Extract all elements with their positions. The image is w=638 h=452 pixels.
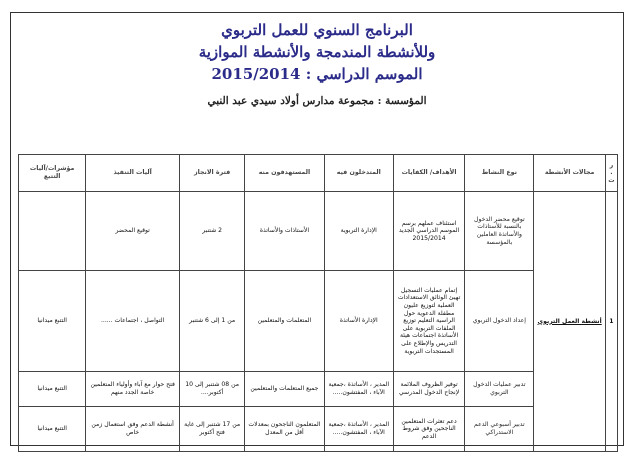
cell-goals: إتمام عمليات التسجيل تهيئ الوثائق الاستعدادات العملية لتوزيع عليون مطفلة الدعوية حول الراسية التعليم توزيع الملفات التربوية على الأساتذة اجتماعات هيئة التدريس والإطلاع على المستجدات التربوية (393, 271, 464, 372)
col-header-index: ر . ت (605, 155, 617, 192)
activity-area-label: أنشطة العمل التربوي (537, 317, 602, 325)
cell-goals: استئناف عملهم برسم الموسم الدراسي الجديد 2015/2014 (393, 192, 464, 271)
institution-name: المؤسسة : مجموعة مدارس أولاد سيدي عبد النبي (207, 95, 427, 107)
program-table (18, 154, 618, 452)
program-title: البرنامج السنوي للعمل التربوي (221, 21, 413, 39)
col-header-mechanisms: آليات التنفيذ (86, 155, 180, 192)
cell-mechanisms: فتح حوار مع آباء وأولياء المتعلمين خاصة الجدد منهم (86, 372, 180, 407)
cell-targets: جميع المتعلمات والمتعلمين (245, 372, 324, 407)
cell-goals: توفير الظروف الملائمة لإنجاح الدخول المدرسي (393, 372, 464, 407)
cell-type: تدبير عمليات الدخول التربوي (465, 372, 534, 407)
table-row (19, 407, 618, 452)
col-header-area: مجالات الأنشطة (534, 155, 605, 192)
cell-type: إعداد الدخول التربوي (465, 271, 534, 372)
cell-indicators (19, 192, 86, 271)
cell-targets: المتعلمون الناجحون بمعدلات أقل من المعدل (245, 407, 324, 452)
col-header-indicators: مؤشرات/آليات التتبع (19, 155, 86, 192)
cell-type: توقيع محضر الدخول بالنسبة للأستاذات والأساتذة العاملين بالمؤسسة (465, 192, 534, 271)
col-header-type: نوع النشاط (465, 155, 534, 192)
cell-actors: المدير ، الأساتذة ،جمعية الآباء ، المفتشون..... (324, 372, 393, 407)
title-block (11, 19, 623, 85)
col-header-actors: المتدخلون فيه (324, 155, 393, 192)
cell-mechanisms: التواصل ، اجتماعات ...... (86, 271, 180, 372)
document-frame (10, 12, 624, 446)
cell-period: 2 شتنبر (180, 192, 245, 271)
program-subtitle: وللأنشطة المندمجة والأنشطة الموازية (198, 43, 436, 61)
table-row (19, 372, 618, 407)
row-index: 1 (605, 192, 617, 452)
cell-mechanisms: توقيع المحضر (86, 192, 180, 271)
cell-period: من 08 شتنبر إلى 10 أكتوبر.... (180, 372, 245, 407)
cell-actors: المدير ، الأساتذة ،جمعية الآباء ، المفتشون..... (324, 407, 393, 452)
table-header-row (19, 155, 618, 192)
col-header-period: فترة الانجاز (180, 155, 245, 192)
table-row (19, 271, 618, 372)
cell-goals: دعم تعثرات المتعلمين الناجحين وفق شروط الدعم (393, 407, 464, 452)
col-header-goals: الأهداف/ الكفايات (393, 155, 464, 192)
cell-mechanisms: أنشطة الدعم وفق استعمال زمن خاص (86, 407, 180, 452)
table-row (19, 192, 618, 271)
cell-period: من 17 شتنبر إلى غاية فتح أكتوبر (180, 407, 245, 452)
cell-period: من 1 إلى 6 شتنبر (180, 271, 245, 372)
cell-targets: الأستاذات والأساتذة (245, 192, 324, 271)
school-year: الموسم الدراسي : 2015/2014 (211, 65, 423, 83)
cell-indicators: التتبع ميدانيا (19, 271, 86, 372)
cell-actors: الإدارة الأساتذة (324, 271, 393, 372)
cell-actors: الإدارة التربوية (324, 192, 393, 271)
cell-indicators: التتبع ميدانيا (19, 372, 86, 407)
activity-area (534, 192, 605, 452)
cell-indicators: التتبع ميدانيا (19, 407, 86, 452)
cell-targets: المتعلمات والمتعلمين (245, 271, 324, 372)
col-header-targets: المستهدفون منه (245, 155, 324, 192)
cell-type: تدبير أسبوعي الدعم الاستدراكي (465, 407, 534, 452)
